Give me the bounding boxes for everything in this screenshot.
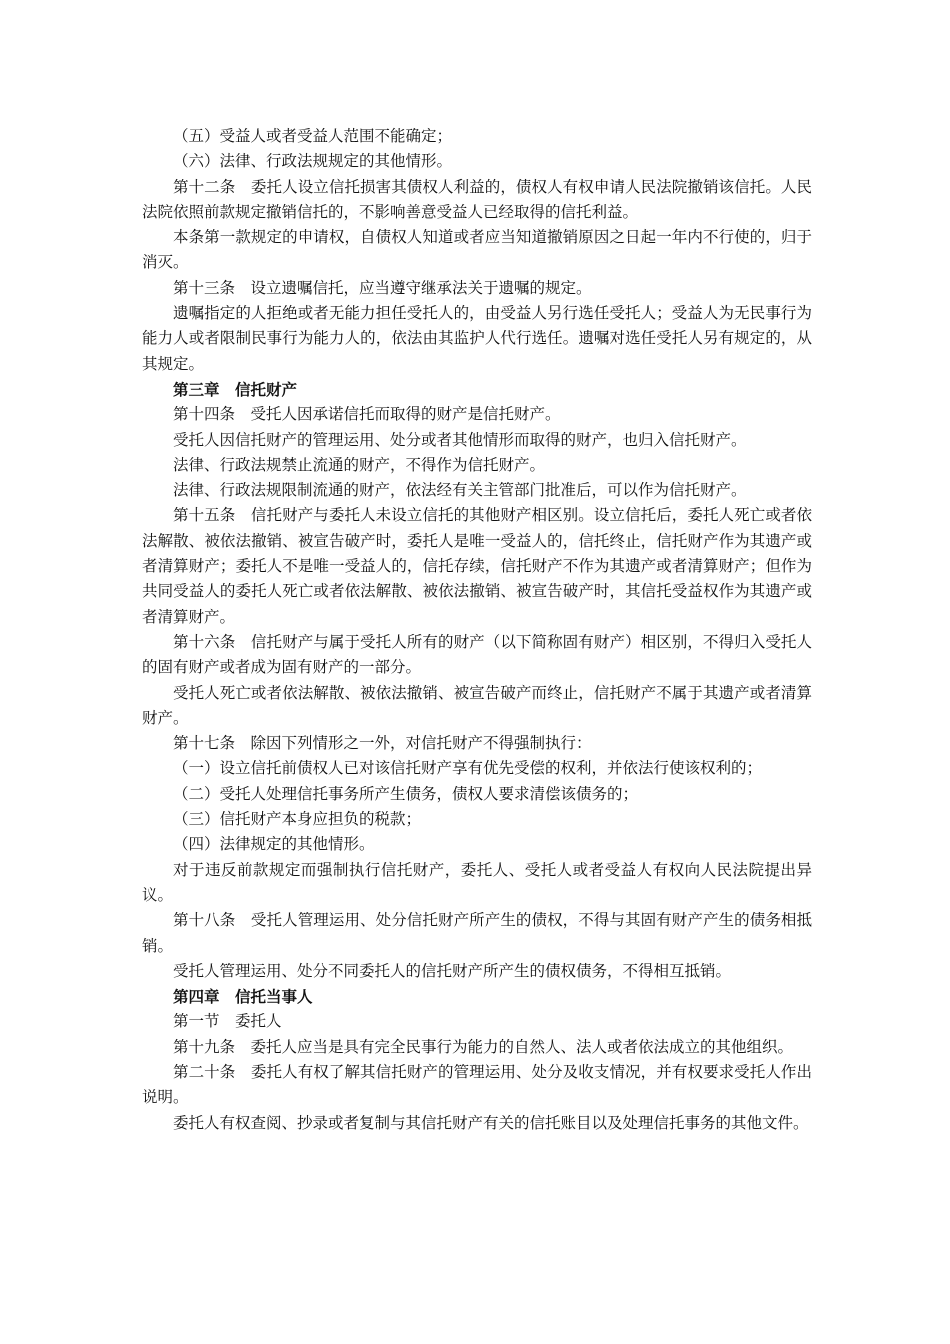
article-13-para-2: 遗嘱指定的人拒绝或者无能力担任受托人的，由受益人另行选任受托人；受益人为无民事行为能力人或者限制民事行为能力人的，依法由其监护人代行选任。遗嘱对选任受托人另有规定的，从其规定。 [142,304,812,373]
article-14-para-4: 法律、行政法规限制流通的财产，依法经有关主管部门批准后，可以作为信托财产。 [173,481,747,500]
article-16: 第十六条 信托财产与属于受托人所有的财产（以下简称固有财产）相区别，不得归入受托人的固有财产或者成为固有财产的一部分。 [142,632,812,677]
article-17: 第十七条 除因下列情形之一外，对信托财产不得强制执行： [173,734,592,753]
article-18: 第十八条 受托人管理运用、处分信托财产所产生的债权，不得与其固有财产产生的债务相抵销。 [142,911,812,955]
document-page [142,124,812,1136]
paragraph-item-6: （六）法律、行政法规规定的其他情形。 [173,152,453,171]
article-15: 第十五条 信托财产与委托人未设立信托的其他财产相区别。设立信托后，委托人死亡或者依法解散、被依法撤销、被宣告破产时，委托人是唯一受益人的，信托终止，信托财产作为其遗产或者清算财产；委托人不是唯一受益人的，信托存续，信托财产不作为其遗产或者清算财产；但作为共同受益人的委托人死亡或者依法解散、被依法撤销、被宣告破产时，其信托受益权作为其遗产或者清算财产。 [142,506,812,626]
article-14-para-3: 法律、行政法规禁止流通的财产，不得作为信托财产。 [173,455,546,474]
article-17-item-2: （二）受托人处理信托事务所产生债务，债权人要求清偿该债务的； [173,784,639,803]
article-16-para-2: 受托人死亡或者依法解散、被依法撤销、被宣告破产而终止，信托财产不属于其遗产或者清算财产。 [142,683,812,727]
article-13: 第十三条 设立遗嘱信托，应当遵守继承法关于遗嘱的规定。 [173,278,592,297]
paragraph-item-5: （五）受益人或者受益人范围不能确定； [173,127,453,145]
article-17-item-4: （四）法律规定的其他情形。 [173,835,375,854]
article-20: 第二十条 委托人有权了解其信托财产的管理运用、处分及收支情况，并有权要求受托人作出说明。 [142,1062,812,1107]
article-19: 第十九条 委托人应当是具有完全民事行为能力的自然人、法人或者依法成立的其他组织。 [173,1037,794,1056]
article-12-para-2: 本条第一款规定的申请权，自债权人知道或者应当知道撤销原因之日起一年内不行使的，归于消灭。 [142,228,812,272]
section-1-heading: 第一节 委托人 [173,1012,282,1031]
article-17-item-3: （三）信托财产本身应担负的税款； [173,810,422,829]
article-14-para-2: 受托人因信托财产的管理运用、处分或者其他情形而取得的财产，也归入信托财产。 [173,430,747,449]
article-12: 第十二条 委托人设立信托损害其债权人利益的，债权人有权申请人民法院撤销该信托。人民法院依照前款规定撤销信托的，不影响善意受益人已经取得的信托利益。 [142,177,812,221]
article-18-para-2: 受托人管理运用、处分不同委托人的信托财产所产生的债权债务，不得相互抵销。 [173,961,732,980]
article-14: 第十四条 受托人因承诺信托而取得的财产是信托财产。 [173,405,561,424]
chapter-4-heading: 第四章 信托当事人 [173,987,313,1007]
article-17-para-2: 对于违反前款规定而强制执行信托财产，委托人、受托人或者受益人有权向人民法院提出异议。 [142,860,812,904]
chapter-3-heading: 第三章 信托财产 [173,379,298,399]
article-20-para-2: 委托人有权查阅、抄录或者复制与其信托财产有关的信托账目以及处理信托事务的其他文件。 [173,1113,809,1132]
article-17-item-1: （一）设立信托前债权人已对该信托财产享有优先受偿的权利，并依法行使该权利的； [173,759,763,778]
